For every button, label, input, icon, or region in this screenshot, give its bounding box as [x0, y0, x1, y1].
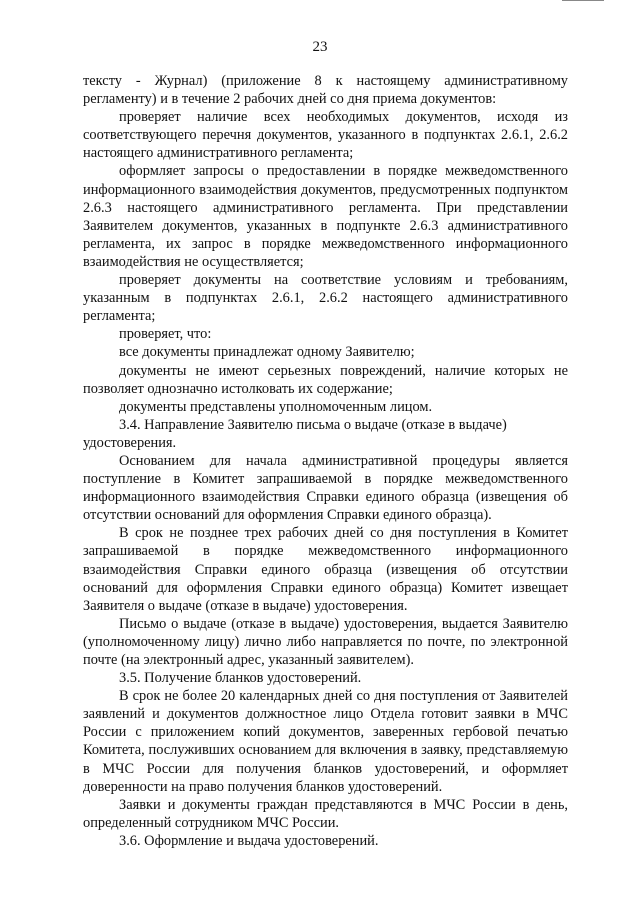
- paragraph-authorized-person: документы представлены уполномоченным лицом.: [119, 398, 433, 415]
- document-body: [83, 72, 568, 850]
- paragraph-check-conditions: проверяет документы на соответствие условиям и требованиям, указанным в подпунктах 2.6.1, 2.6.2 настоящего административного регламента;: [83, 272, 568, 325]
- paragraph-submission-day: Заявки и документы граждан представляются в МЧС России в день, определенный сотрудником МЧС России.: [83, 796, 568, 831]
- section-3-5-heading: 3.5. Получение бланков удостоверений.: [119, 670, 362, 687]
- page-number: 23: [312, 39, 328, 55]
- paragraph-check-documents-presence: проверяет наличие всех необходимых документов, исходя из соответствующего перечня документов, указанного в подпунктах 2.6.1, 2.6.2 настоящего административного регламента;: [83, 109, 568, 162]
- paragraph-letter-delivery: Письмо о выдаче (отказе в выдаче) удостоверения, выдается Заявителю (уполномоченному лицу) лично либо направляется по почте, по электронной почте (на электронный адрес, указанный заявителем).: [83, 615, 568, 668]
- paragraph-no-damage: документы не имеют серьезных повреждений, наличие которых не позволяет однозначно истолковать их содержание;: [83, 362, 568, 397]
- paragraph-twenty-days-applications: В срок не более 20 календарных дней со дня поступления от Заявителей заявлений и документов должностное лицо Отдела готовит заявки в МЧС России с приложением копий документов, заверенных гербовой печатью Комитета, послуживших основанием для включения в заявку, представляемую в МЧС России для получения бланков удостоверений, и оформляет доверенности на право получения бланков удостоверений.: [83, 688, 568, 795]
- section-3-4-heading: 3.4. Направление Заявителю письма о выдаче (отказе в выдаче) удостоверения.: [83, 416, 507, 451]
- paragraph-interagency-requests: оформляет запросы о предоставлении в порядке межведомственного информационного взаимодействия документов, предусмотренных подпунктом 2.6.3 настоящего административного регламента. При представлении Заявителем документов, указанных в подпункте 2.6.3 административного регламента, их запрос в порядке межведомственного информационного взаимодействия не осуществляется;: [83, 163, 568, 270]
- paragraph-three-days-notice: В срок не позднее трех рабочих дней со дня поступления в Комитет запрашиваемой в порядке межведомственного информационного взаимодействия Справки единого образца (извещения об отсутствии оснований для оформления Справки единого образца) Комитет извещает Заявителя о выдаче (отказе в выдаче) удостоверения.: [83, 525, 568, 614]
- paragraph-checks-that: проверяет, что:: [119, 326, 212, 343]
- scan-edge-line: [562, 0, 604, 1]
- paragraph-journal-continuation: тексту - Журнал) (приложение 8 к настоящему административному регламенту) и в течение 2 рабочих дней со дня приема документов:: [83, 73, 568, 108]
- paragraph-procedure-basis: Основанием для начала административной процедуры является поступление в Комитет запрашиваемой в порядке межведомственного информационного взаимодействия Справки единого образца (извещения об отсутствии оснований для оформления Справки единого образца).: [83, 452, 568, 524]
- paragraph-single-applicant: все документы принадлежат одному Заявителю;: [119, 344, 415, 361]
- section-3-6-heading: 3.6. Оформление и выдача удостоверений.: [119, 832, 379, 849]
